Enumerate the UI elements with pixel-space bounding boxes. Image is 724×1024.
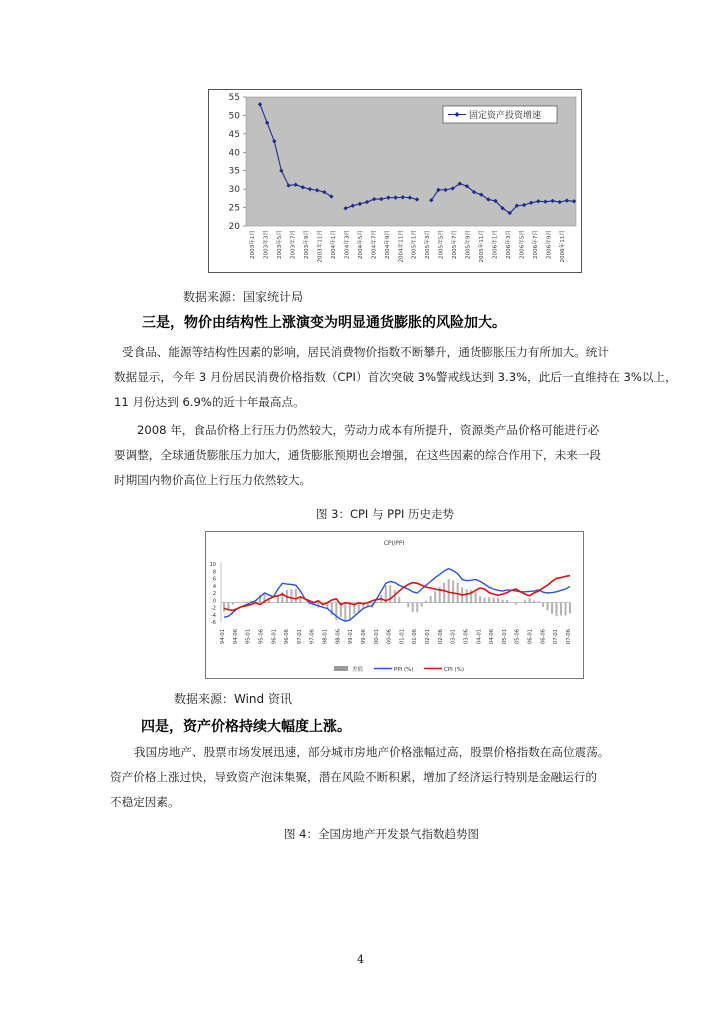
chart2-xtick-label: 02-01: [425, 629, 432, 645]
chart1-xtick-label: 2004年11月: [398, 230, 405, 263]
chart2-diff-bar: [529, 598, 531, 602]
chart2-diff-bar: [349, 603, 351, 620]
chart2-diff-bar: [488, 597, 490, 602]
chart2-diff-bar: [547, 603, 549, 611]
chart2-xtick-label: 07-06: [566, 629, 572, 645]
chart2-xtick-label: 98-06: [335, 629, 342, 645]
chart2-ytick-label: 4: [212, 583, 216, 590]
paragraph-3: [110, 740, 609, 815]
chart2-diff-bar: [551, 603, 553, 614]
chart1-xtick-label: 2006年5月: [519, 230, 526, 259]
chart2-diff-bar: [434, 591, 436, 603]
chart2-diff-bar: [533, 601, 535, 603]
chart1-xtick-label: 2006年7月: [533, 230, 540, 259]
chart2-diff-bar: [502, 600, 504, 603]
chart1-ytick-label: 40: [228, 148, 240, 159]
chart1-xtick-label: 2003年7月: [290, 230, 297, 259]
chart2-diff-bar: [232, 603, 234, 605]
chart2-diff-bar: [277, 596, 279, 603]
chart2-title: CPI/PPI: [383, 540, 405, 547]
chart2-diff-bar: [416, 603, 418, 613]
chart1-xtick-label: 2005年7月: [452, 230, 459, 259]
chart1-xtick-label: 2005年11月: [479, 230, 486, 263]
chart2-ytick-label: 2: [212, 591, 216, 597]
paragraph-1-line-1: 受食品、能源等结构性因素的影响，居民消费物价指数不断攀升，通货膨胀压力有所加大。统计: [122, 345, 609, 359]
chart2-diff-bar: [412, 603, 414, 612]
chart2-xtick-label: 98-01: [322, 629, 329, 645]
chart2-xtick-label: 00-01: [373, 629, 380, 645]
chart2-legend-ppi: PPI (%): [394, 667, 414, 673]
chart2-xtick-label: 99-01: [348, 629, 355, 645]
chart2-diff-bar: [493, 598, 495, 603]
chart2-xtick-label: 04-01: [476, 629, 483, 645]
chart2-ytick-label: 6: [212, 576, 216, 583]
chart2-diff-bar: [295, 589, 297, 603]
chart2-xtick-label: 96-01: [271, 629, 278, 645]
chart2-diff-bar: [475, 592, 477, 603]
fixed-asset-investment-chart: [208, 89, 582, 273]
heading-3: 三是，物价由结构性上涨演变为明显通货膨胀的风险加大。: [142, 315, 506, 331]
chart1-xtick-label: 2006年3月: [506, 230, 513, 259]
chart1-legend-label: 固定资产投资增速: [469, 111, 542, 121]
chart2-diff-bar: [560, 603, 562, 616]
chart2-legend: [334, 665, 464, 673]
chart2-diff-bar: [484, 598, 486, 603]
page-number: 4: [357, 953, 364, 966]
paragraph-2: [114, 418, 601, 493]
chart1-xtick-label: 2005年9月: [465, 230, 472, 259]
paragraph-1: [114, 340, 677, 415]
chart2-diff-bar: [556, 603, 558, 617]
chart1-xtick-label: 2005年3月: [425, 230, 432, 259]
chart2-xtick-label: 94-01: [220, 629, 226, 645]
chart1-ytick-label: 50: [228, 111, 240, 122]
paragraph-3-line-1: 我国房地产、股票市场发展迅速，部分城市房地产价格涨幅过高，股票价格指数在高位震荡。: [134, 745, 610, 759]
chart2-ytick-label: -2: [211, 605, 216, 612]
chart2-xtick-label: 07-01: [553, 629, 560, 645]
paragraph-2-line-1: 2008 年，食品价格上行压力仍然较大，劳动力成本有所提升，资源类产品价格可能进行必: [137, 423, 600, 437]
chart2-ppi-line: [224, 569, 570, 622]
chart2-ytick-label: 0: [212, 598, 216, 605]
chart1-svg: [209, 90, 581, 272]
chart2-xtick-label: 05-01: [501, 629, 508, 645]
chart2-xtick-label: 95-01: [245, 629, 252, 645]
chart2-diff-bar: [506, 600, 508, 603]
heading-4: 四是，资产价格持续大幅度上涨。: [141, 719, 351, 735]
chart2-xtick-label: 01-01: [399, 629, 406, 645]
chart1-xtick-label: 2006年1月: [492, 230, 499, 259]
chart2-diff-bar: [479, 596, 481, 603]
chart1-xtick-label: 2004年7月: [371, 230, 378, 259]
chart2-legend-cpi: CPI (%): [444, 667, 465, 673]
chart1-xtick-label: 2003年3月: [263, 230, 270, 259]
paragraph-3-line-2: 资产价格上涨过快，导致资产泡沫集聚，潜在风险不断积累，增加了经济运行特别是金融运行的: [110, 770, 597, 784]
chart2-diff-bar: [452, 580, 454, 602]
chart2-diff-bar: [421, 603, 423, 607]
chart2-ytick-label: -6: [211, 620, 216, 626]
chart2-diff-bar: [497, 598, 499, 603]
paragraph-1-line-2: 数据显示，今年 3 月份居民消费价格指数（CPI）首次突破 3%警戒线达到 3.3%，此后一直维持在 3%以上，: [114, 370, 677, 384]
chart1-xtick-label: 2006年11月: [560, 230, 566, 263]
chart2-xtick-label: 95-06: [258, 629, 265, 645]
paragraph-2-line-3: 时期国内物价高位上行压力依然较大。: [114, 473, 312, 487]
chart1-xtick-label: 2003年5月: [276, 230, 283, 259]
chart1-ytick-label: 45: [228, 129, 240, 140]
chart1-ytick-label: 25: [228, 203, 240, 214]
chart2-legend-diff-swatch: [334, 666, 348, 671]
chart2-xtick-label: 04-06: [489, 629, 496, 645]
chart2-diff-bar: [565, 603, 567, 616]
chart2-xtick-label: 03-01: [450, 629, 457, 645]
chart2-diff-bar: [448, 579, 450, 603]
paragraph-1-line-3: 11 月份达到 6.9%的近十年最高点。: [114, 395, 305, 409]
chart2-diff-bar: [290, 589, 292, 603]
chart1-xtick-label: 2005年1月: [411, 230, 418, 259]
cpi-ppi-chart: [205, 531, 584, 679]
chart2-legend-diff: 差值: [352, 667, 364, 673]
chart1-xtick-label: 2004年9月: [384, 230, 391, 259]
chart2-ytick-label: 8: [212, 569, 216, 576]
chart2-xtick-label: 02-06: [437, 629, 444, 645]
chart1-xtick-label: 2004年1月: [330, 230, 337, 259]
chart1-ytick-label: 55: [228, 93, 240, 103]
chart2-xtick-label: 05-06: [514, 629, 521, 645]
chart2-svg: [206, 532, 583, 678]
chart2-xtick-label: 94-06: [232, 629, 239, 645]
chart2-diff-bar: [223, 603, 225, 612]
chart2-xtick-label: 06-01: [527, 629, 534, 645]
chart1-ytick-label: 30: [228, 185, 240, 196]
chart2-xtick-label: 00-06: [386, 629, 393, 645]
source-caption-1: 数据来源：国家统计局: [183, 290, 304, 304]
chart2-ytick-label: -4: [211, 612, 216, 619]
chart2-diff-bar: [457, 583, 459, 603]
chart2-diff-bar: [542, 603, 544, 607]
figure-4-title: 图 4：全国房地产开发景气指数趋势图: [284, 827, 479, 841]
chart2-diff-bar: [398, 597, 400, 603]
chart2-xtick-label: 99-06: [360, 629, 367, 645]
chart1-xtick-label: 2003年1月: [250, 230, 256, 259]
chart2-diff-bar: [515, 603, 517, 605]
chart1-xtick-label: 2003年11月: [317, 230, 324, 263]
chart2-xtick-label: 03-06: [463, 629, 470, 645]
chart2-xtick-label: 96-06: [284, 629, 291, 645]
chart2-diff-bar: [466, 589, 468, 603]
chart2-xtick-label: 06-06: [540, 629, 547, 645]
chart2-diff-bar: [524, 600, 526, 602]
chart2-diff-bar: [430, 596, 432, 603]
chart2-diff-bar: [443, 583, 445, 603]
chart2-xtick-label: 01-06: [412, 629, 419, 645]
paragraph-2-line-2: 要调整，全球通货膨胀压力加大，通货膨胀预期也会增强，在这些因素的综合作用下，未来一段: [114, 448, 601, 462]
chart1-xtick-label: 2004年3月: [344, 230, 351, 259]
chart2-xtick-label: 97-01: [296, 629, 303, 645]
chart2-xtick-label: 97-06: [309, 629, 316, 645]
chart1-ytick-label: 20: [228, 222, 240, 232]
source-caption-2: 数据来源：Wind 资讯: [174, 692, 292, 706]
chart2-diff-bar: [407, 603, 409, 608]
chart2-diff-bar: [344, 603, 346, 622]
paragraph-3-line-3: 不稳定因素。: [110, 795, 180, 809]
chart1-xtick-label: 2003年9月: [303, 230, 310, 259]
chart1-xtick-label: 2006年9月: [546, 230, 553, 259]
chart1-xtick-label: 2004年5月: [357, 230, 364, 259]
chart2-diff-bar: [227, 603, 229, 610]
chart1-legend: [443, 106, 557, 123]
chart2-diff-bar: [389, 585, 391, 602]
chart2-diff-bar: [425, 601, 427, 603]
chart1-ytick-label: 35: [228, 166, 240, 177]
figure-3-title: 图 3：CPI 与 PPI 历史走势: [316, 507, 455, 521]
chart1-xtick-label: 2005年5月: [438, 230, 445, 259]
chart2-ytick-label: 10: [209, 562, 216, 568]
chart2-diff-bar: [569, 603, 571, 614]
